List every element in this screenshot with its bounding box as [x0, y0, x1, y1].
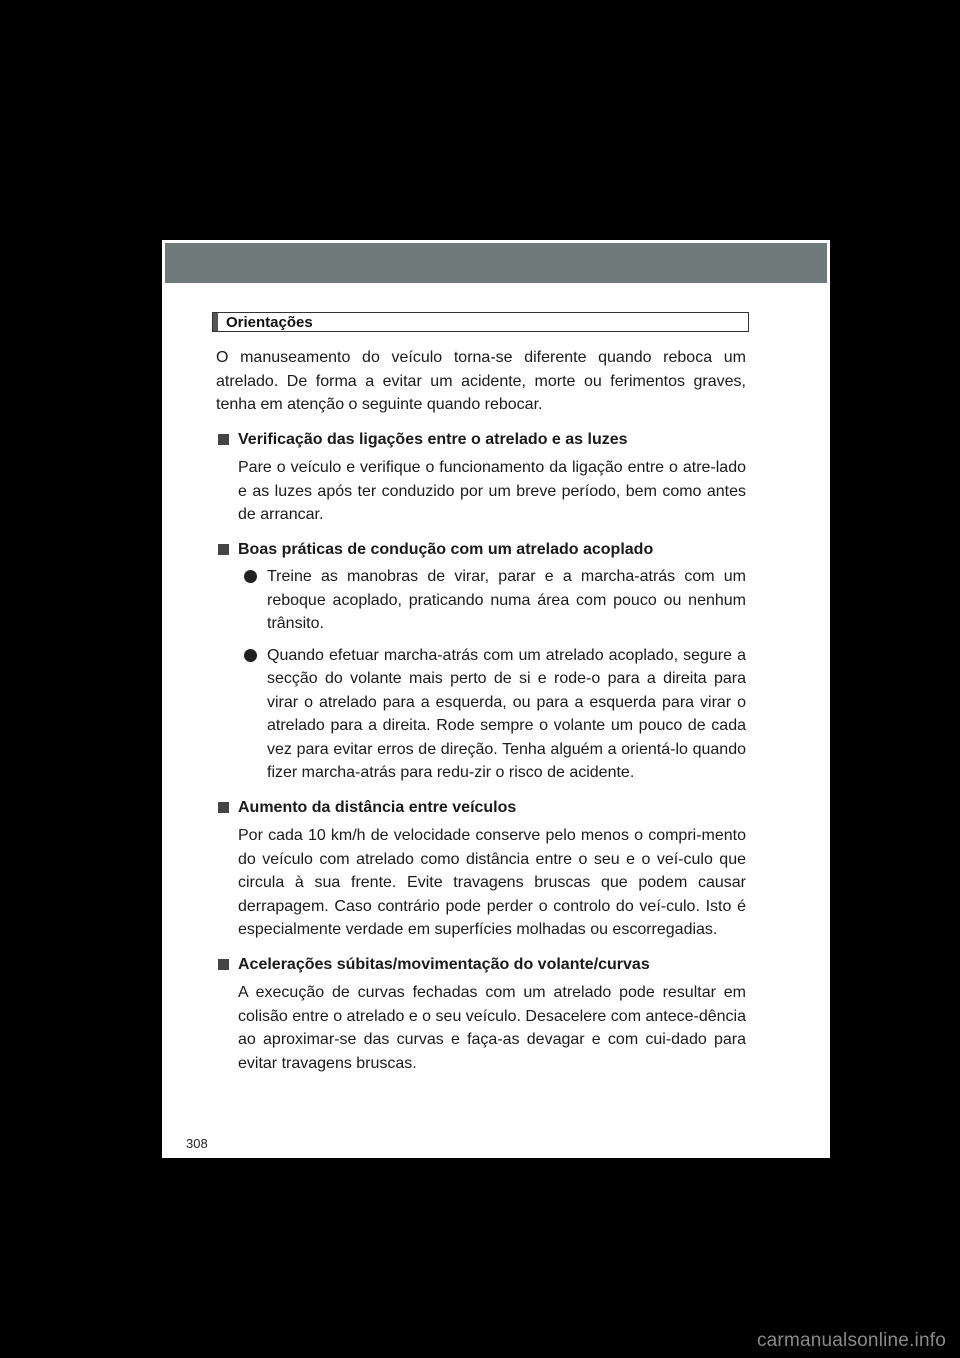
- section-title: Orientações: [226, 313, 313, 331]
- page-content: [216, 336, 746, 1075]
- subsection-heading-text: Boas práticas de condução com um atrelado acoplado: [238, 540, 654, 558]
- subsection-heading: [216, 538, 746, 562]
- subsection-sudden-acceleration: [216, 953, 746, 1076]
- bullet-list: [238, 565, 746, 785]
- intro-paragraph: O manuseamento do veículo torna-se diferente quando reboca um atrelado. De forma a evitar um acidente, morte ou ferimentos graves, tenha em atenção o seguinte quando rebocar.: [216, 349, 746, 413]
- list-item-text: Treine as manobras de virar, parar e a marcha-atrás com um reboque acoplado, praticando numa área com pouco ou nenhum trânsito.: [267, 568, 746, 632]
- subsection-connections: [216, 428, 746, 527]
- square-bullet-icon: [218, 802, 229, 813]
- square-bullet-icon: [218, 959, 229, 970]
- watermark: carmanualsonline.info: [756, 1330, 946, 1351]
- subsection-body: Pare o veículo e verifique o funcionamento da ligação entre o atre-lado e as luzes após ter conduzido por um breve período, bem como antes de arrancar.: [238, 459, 746, 523]
- subsection-heading-text: Acelerações súbitas/movimentação do volante/curvas: [238, 955, 650, 973]
- square-bullet-icon: [218, 544, 229, 555]
- list-item-text: Quando efetuar marcha-atrás com um atrelado acoplado, segure a secção do volante mais perto de si e rode-o para a direita para virar o atrelado para a esquerda, ou para a esquerda para virar o atrelado para a direita. Rode sempre o volante um pouco de cada vez para evitar erros de direção. Tenha alguém a orientá-lo quando fizer marcha-atrás para redu-zir o risco de acidente.: [267, 646, 746, 781]
- subsection-heading-text: Verificação das ligações entre o atrelado e as luzes: [238, 430, 628, 448]
- manual-page: [162, 240, 830, 1158]
- list-item: [238, 565, 746, 636]
- header-band: [165, 243, 827, 283]
- section-title-box: [212, 312, 749, 332]
- subsection-heading-text: Aumento da distância entre veículos: [238, 798, 517, 816]
- subsection-heading: [216, 953, 746, 977]
- subsection-heading: [216, 428, 746, 452]
- subsection-driving-practices: [216, 538, 746, 785]
- subsection-body: A execução de curvas fechadas com um atrelado pode resultar em colisão entre o atrelado e o seu veículo. Desacelere com antece-dência ao aproximar-se das curvas e faça-as devagar e com cui-dado para evitar travagens bruscas.: [238, 984, 746, 1072]
- subsection-body: Por cada 10 km/h de velocidade conserve pelo menos o compri-mento do veículo com atrelado como distância entre o seu e o veí-culo que circula à sua frente. Evite travagens bruscas que podem causar derrapagem. Caso contrário pode perder o controlo do veí-culo. Isto é especialmente verdade em superfícies molhadas ou escorregadias.: [238, 827, 746, 938]
- square-bullet-icon: [218, 434, 229, 445]
- page-number: 308: [186, 1136, 208, 1151]
- circle-bullet-icon: [244, 570, 257, 583]
- list-item: [238, 644, 746, 785]
- circle-bullet-icon: [244, 649, 257, 662]
- subsection-vehicle-distance: [216, 796, 746, 942]
- subsection-heading: [216, 796, 746, 820]
